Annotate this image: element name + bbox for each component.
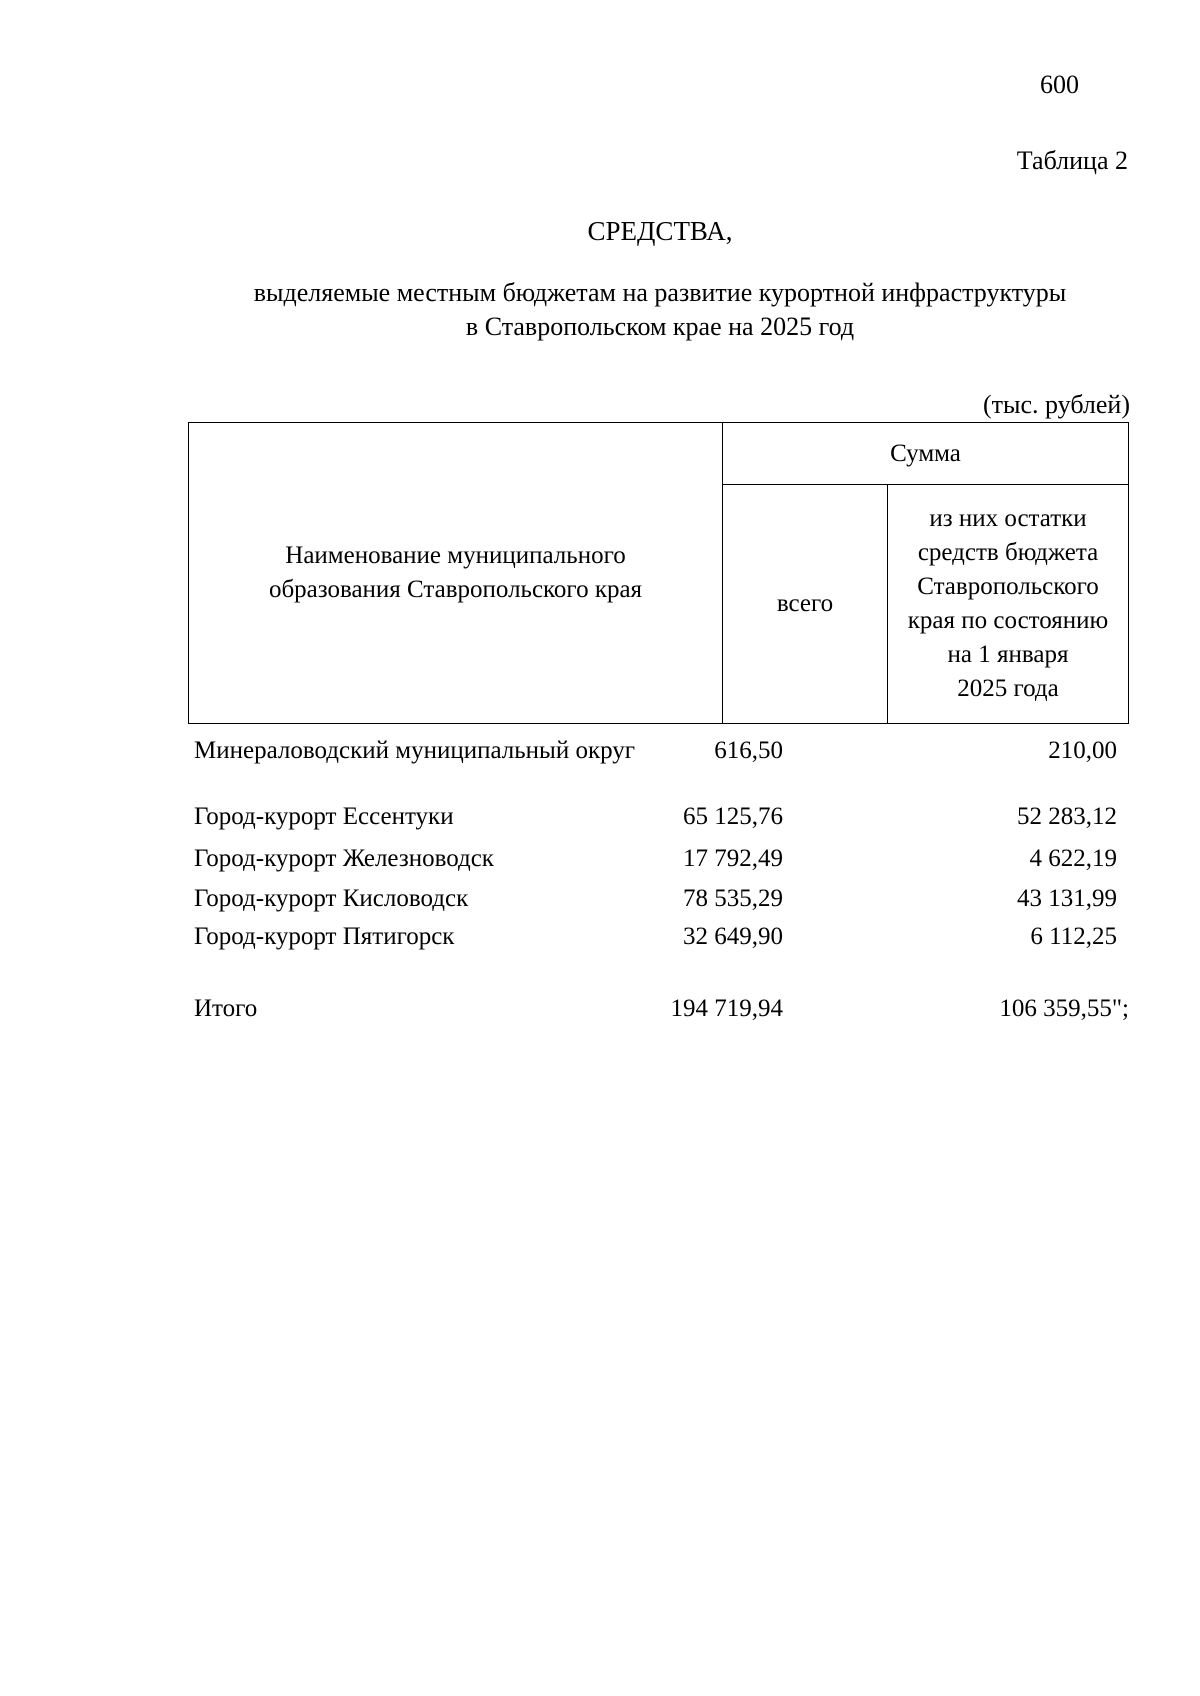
header-ostatki-line: края по состоянию bbox=[907, 607, 1109, 634]
header-ostatki-line: Ставропольского bbox=[917, 573, 1099, 600]
header-ostatki-line: средств бюджета bbox=[917, 539, 1099, 566]
row-total: 78 535,29 bbox=[683, 885, 783, 912]
table-row bbox=[192, 737, 1129, 773]
total-row-name: Итого bbox=[194, 995, 258, 1022]
table-header bbox=[188, 422, 1129, 724]
row-name: Город-курорт Пятигорск bbox=[194, 923, 455, 950]
row-name: Город-курорт Железноводск bbox=[194, 845, 494, 872]
table-row bbox=[192, 845, 1129, 881]
row-rest: 52 283,12 bbox=[1017, 803, 1117, 830]
row-name: Город-курорт Кисловодск bbox=[194, 885, 469, 912]
document-subtitle bbox=[0, 276, 1200, 344]
header-ostatki-line: из них остатки bbox=[929, 505, 1087, 532]
header-name-line-2: образования Ставропольского края bbox=[268, 576, 643, 603]
total-row-total: 194 719,94 bbox=[670, 995, 783, 1022]
row-total: 17 792,49 bbox=[683, 845, 783, 872]
header-summa-cell: Сумма bbox=[723, 423, 1128, 485]
row-rest: 6 112,25 bbox=[1030, 923, 1117, 950]
table-total-row bbox=[192, 995, 1129, 1031]
row-name: Город-курорт Ессентуки bbox=[194, 803, 454, 830]
header-ostatki-line: 2025 года bbox=[957, 675, 1059, 702]
document-title: СРЕДСТВА, bbox=[587, 216, 733, 246]
table-label: Таблица 2 bbox=[1016, 146, 1128, 175]
header-name-cell bbox=[189, 423, 723, 723]
table-row bbox=[192, 803, 1129, 839]
row-total: 32 649,90 bbox=[683, 923, 783, 950]
row-name: Минераловодский муниципальный округ bbox=[194, 737, 636, 764]
total-row-rest: 106 359,55"; bbox=[999, 995, 1129, 1022]
row-rest: 4 622,19 bbox=[1029, 845, 1117, 872]
header-name-line-1: Наименование муниципального bbox=[285, 542, 626, 569]
subtitle-line-1: выделяемые местным бюджетам на развитие курортной инфраструктуры bbox=[253, 278, 1067, 307]
row-total: 65 125,76 bbox=[683, 803, 783, 830]
header-ostatki-cell bbox=[888, 485, 1128, 723]
units-note: (тыс. рублей) bbox=[982, 390, 1130, 419]
table-row bbox=[192, 923, 1129, 959]
header-ostatki-line: на 1 января bbox=[947, 641, 1069, 668]
page-number: 600 bbox=[1040, 70, 1079, 99]
header-vsego-cell: всего bbox=[723, 485, 888, 723]
row-rest: 210,00 bbox=[1048, 737, 1117, 764]
row-total: 616,50 bbox=[714, 737, 783, 764]
row-rest: 43 131,99 bbox=[1017, 885, 1117, 912]
subtitle-line-2: в Ставропольском крае на 2025 год bbox=[465, 312, 855, 341]
table-row bbox=[192, 885, 1129, 921]
